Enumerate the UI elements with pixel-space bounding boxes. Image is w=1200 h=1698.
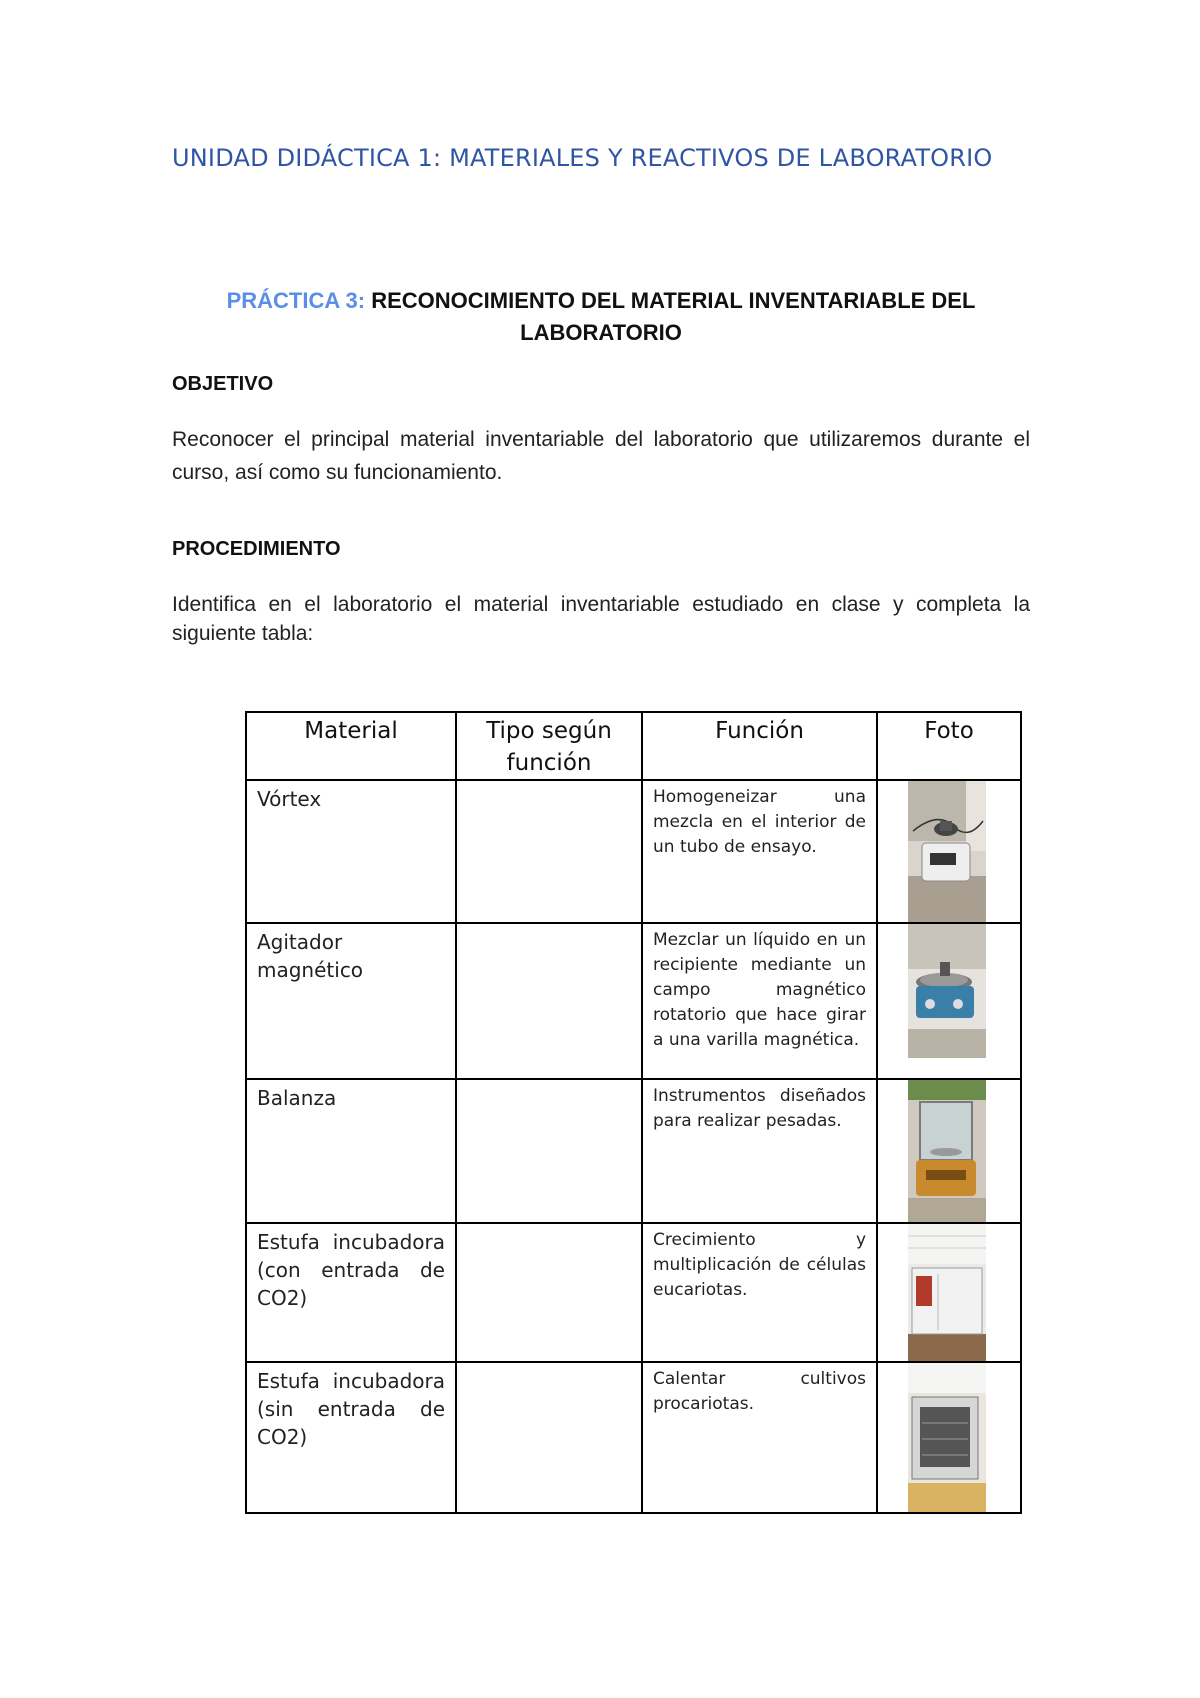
cell-tipo[interactable] xyxy=(456,923,642,1079)
cell-funcion: Crecimiento y multiplicación de células eucariotas. xyxy=(642,1223,877,1362)
cell-funcion: Calentar cultivos procariotas. xyxy=(642,1362,877,1513)
table-row xyxy=(246,1223,1021,1362)
header-tipo: Tipo según función xyxy=(456,712,642,780)
co2-incubator-photo xyxy=(908,1224,986,1361)
magnetic-stirrer-photo xyxy=(908,924,986,1058)
cell-material: Agitador magnético xyxy=(246,923,456,1079)
header-foto: Foto xyxy=(877,712,1021,780)
unit-title: UNIDAD DIDÁCTICA 1: MATERIALES Y REACTIVOS DE LABORATORIO xyxy=(172,144,993,172)
cell-material: Vórtex xyxy=(246,780,456,923)
cell-foto xyxy=(877,923,1021,1079)
cell-tipo[interactable] xyxy=(456,1079,642,1223)
cell-tipo[interactable] xyxy=(456,1223,642,1362)
table-row xyxy=(246,923,1021,1079)
table-row xyxy=(246,1079,1021,1223)
balance-photo xyxy=(908,1080,986,1222)
cell-funcion: Homogeneizar una mezcla en el interior de un tubo de ensayo. xyxy=(642,780,877,923)
header-material: Material xyxy=(246,712,456,780)
cell-funcion: Mezclar un líquido en un recipiente mediante un campo magnético rotatorio que hace girar a una varilla magnética. xyxy=(642,923,877,1079)
procedure-heading: PROCEDIMIENTO xyxy=(172,538,341,560)
practice-label: PRÁCTICA 3: xyxy=(226,288,366,313)
practice-title-text: RECONOCIMIENTO DEL MATERIAL INVENTARIABLE DEL LABORATORIO xyxy=(371,288,976,345)
cell-material: Estufa incubadora (con entrada de CO2) xyxy=(246,1223,456,1362)
objective-heading: OBJETIVO xyxy=(172,373,274,395)
cell-tipo[interactable] xyxy=(456,780,642,923)
cell-material: Balanza xyxy=(246,1079,456,1223)
cell-foto xyxy=(877,780,1021,923)
inventory-table xyxy=(245,711,1022,1514)
procedure-text: Identifica en el laboratorio el material inventariable estudiado en clase y completa la siguiente tabla: xyxy=(172,593,1030,645)
table-row xyxy=(246,780,1021,923)
cell-material: Estufa incubadora (sin entrada de CO2) xyxy=(246,1362,456,1513)
cell-funcion: Instrumentos diseñados para realizar pesadas. xyxy=(642,1079,877,1223)
table-row xyxy=(246,1362,1021,1513)
table-header-row xyxy=(246,712,1021,780)
vortex-photo xyxy=(908,781,986,922)
cell-foto xyxy=(877,1362,1021,1513)
cell-foto xyxy=(877,1223,1021,1362)
objective-text: Reconocer el principal material inventariable del laboratorio que utilizaremos durante el curso, así como su funcionamiento. xyxy=(172,428,1030,484)
cell-tipo[interactable] xyxy=(456,1362,642,1513)
cell-foto xyxy=(877,1079,1021,1223)
practice-title xyxy=(172,285,1030,349)
header-funcion: Función xyxy=(642,712,877,780)
incubator-photo xyxy=(908,1363,986,1512)
